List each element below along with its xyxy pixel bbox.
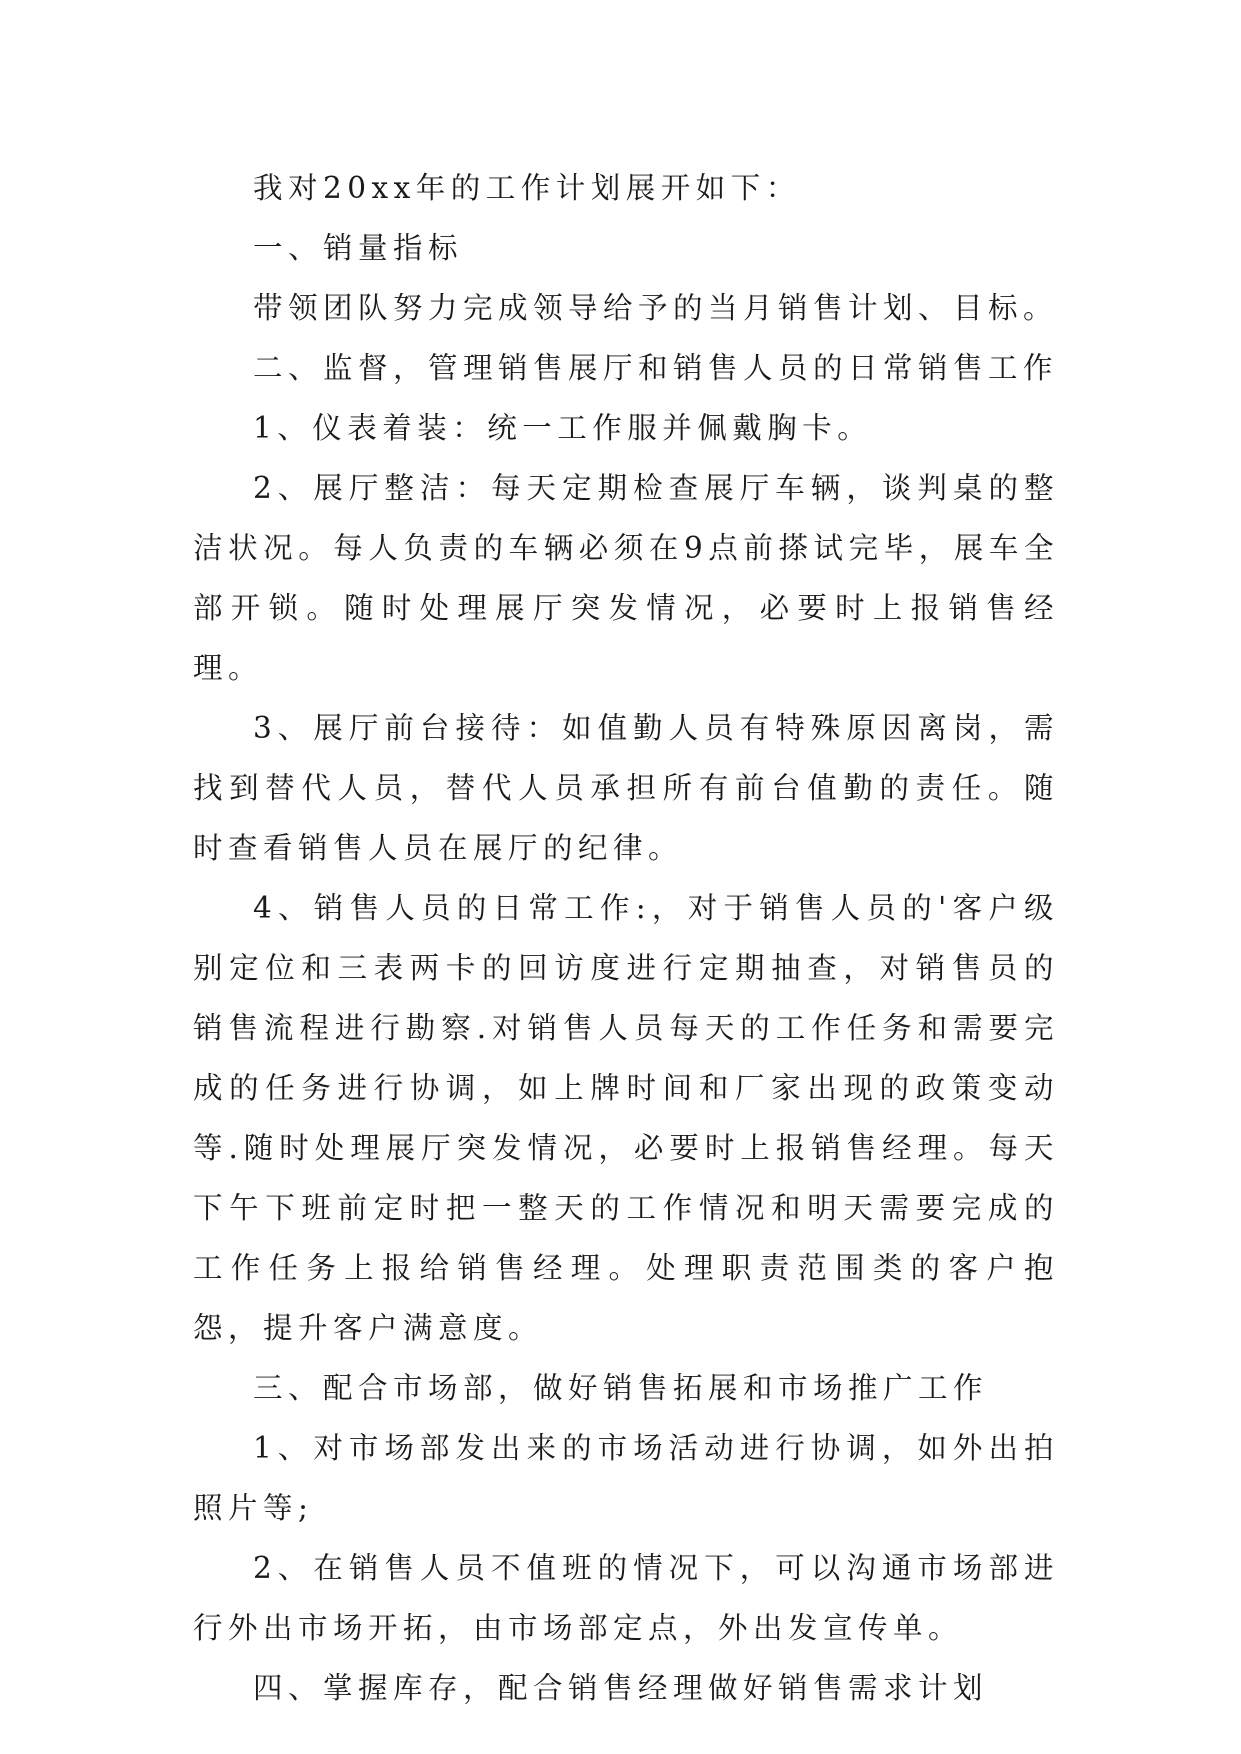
paragraph-marketing-activities: 1、对市场部发出来的市场活动进行协调，如外出拍照片等; bbox=[193, 1431, 1059, 1525]
heading-marketing: 三、配合市场部，做好销售拓展和市场推广工作 bbox=[253, 1371, 989, 1405]
heading-sales-target: 一、销量指标 bbox=[253, 231, 464, 265]
paragraph-front-desk: 3、展厅前台接待：如值勤人员有特殊原因离岗，需找到替代人员，替代人员承担所有前台值勤的责任。随时查看销售人员在展厅的纪律。 bbox=[193, 711, 1059, 865]
paragraph-dress-code: 1、仪表着装：统一工作服并佩戴胸卡。 bbox=[253, 411, 873, 445]
paragraph-daily-work: 4、销售人员的日常工作:，对于销售人员的'客户级别定位和三表两卡的回访度进行定期抽查，对销售员的销售流程进行勘察.对销售人员每天的工作任务和需要完成的任务进行协调，如上牌时间和厂家出现的政策变动等.随时处理展厅突发情况，必要时上报销售经理。每天下午下班前定时把一整天的工作情况和明天需要完成的工作任务上报给销售经理。处理职责范围类的客户抱怨，提升客户满意度。 bbox=[193, 891, 1059, 1345]
heading-inventory: 四、掌握库存，配合销售经理做好销售需求计划 bbox=[253, 1671, 989, 1705]
paragraph-market-expansion: 2、在销售人员不值班的情况下，可以沟通市场部进行外出市场开拓，由市场部定点，外出发宣传单。 bbox=[193, 1551, 1059, 1645]
document-body bbox=[193, 158, 1059, 1718]
heading-supervision: 二、监督，管理销售展厅和销售人员的日常销售工作 bbox=[253, 351, 1059, 385]
paragraph-showroom-cleanliness: 2、展厅整洁：每天定期检查展厅车辆，谈判桌的整洁状况。每人负责的车辆必须在9点前搽试完毕，展车全部开锁。随时处理展厅突发情况，必要时上报销售经理。 bbox=[193, 471, 1059, 685]
paragraph-intro: 我对20xx年的工作计划展开如下： bbox=[253, 171, 801, 205]
paragraph-sales-target: 带领团队努力完成领导给予的当月销售计划、目标。 bbox=[253, 291, 1059, 325]
